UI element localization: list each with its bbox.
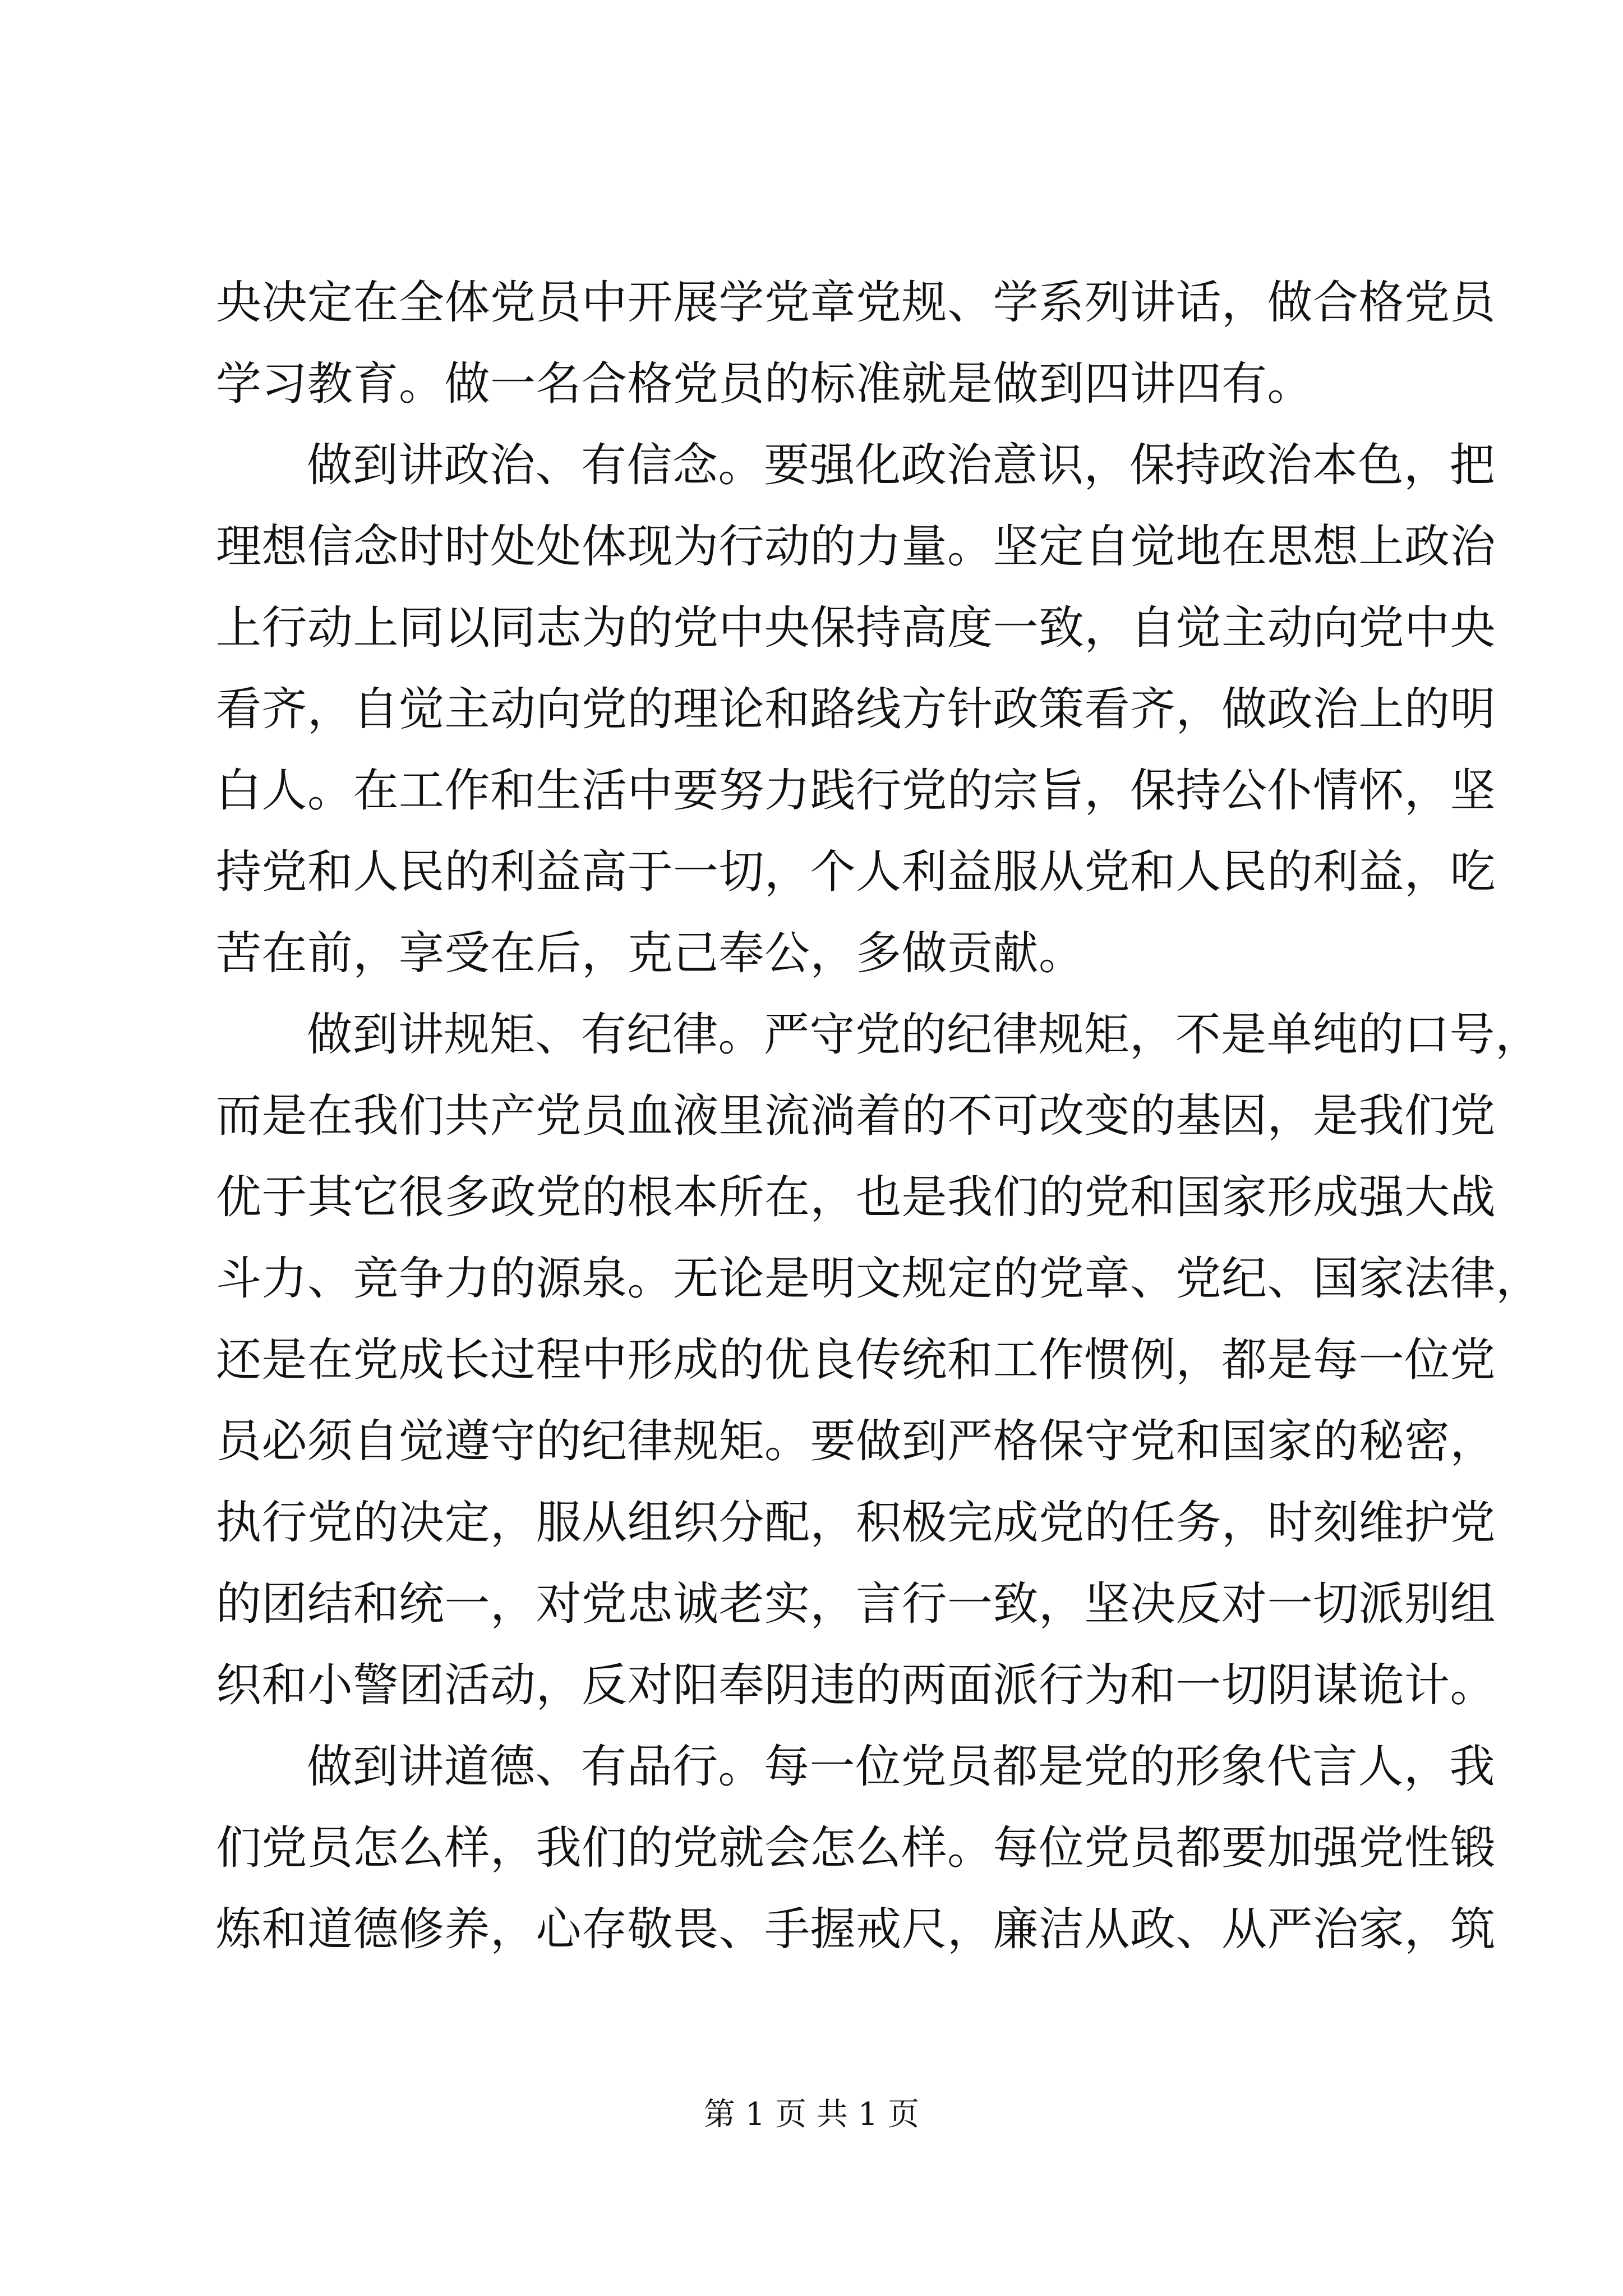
text-line: 看齐，自觉主动向党的理论和路线方针政策看齐，做政治上的明: [216, 683, 1496, 736]
text-line: 员必须自觉遵守的纪律规矩。要做到严格保守党和国家的秘密，: [216, 1415, 1496, 1468]
text-line: 做到讲道德、有品行。每一位党员都是党的形象代言人，我: [307, 1741, 1496, 1793]
text-line: 织和小警团活动，反对阳奉阴违的两面派行为和一切阴谋诡计。: [216, 1659, 1496, 1712]
text-line: 优于其它很多政党的根本所在，也是我们的党和国家形成强大战: [216, 1171, 1496, 1224]
document-body: [216, 263, 1542, 1971]
text-line: 理想信念时时处处体现为行动的力量。坚定自觉地在思想上政治: [216, 521, 1496, 573]
text-line: 还是在党成长过程中形成的优良传统和工作惯例，都是每一位党: [216, 1334, 1496, 1387]
text-line: 执行党的决定，服从组织分配，积极完成党的任务，时刻维护党: [216, 1497, 1496, 1549]
text-line: 而是在我们共产党员血液里流淌着的不可改变的基因，是我们党: [216, 1090, 1496, 1143]
text-line: 的团结和统一，对党忠诚老实，言行一致，坚决反对一切派别组: [216, 1578, 1496, 1631]
text-line: 做到讲规矩、有纪律。严守党的纪律规矩，不是单纯的口号，: [307, 1009, 1541, 1061]
text-line: 央决定在全体党员中开展学党章党规、学系列讲话，做合格党员: [216, 277, 1496, 329]
text-line: 苦在前，享受在后，克己奉公，多做贡献。: [216, 927, 1085, 980]
text-line: 做到讲政治、有信念。要强化政治意识，保持政治本色，把: [307, 439, 1496, 492]
text-line: 学习教育。做一名合格党员的标准就是做到四讲四有。: [216, 358, 1313, 411]
text-line: 持党和人民的利益高于一切，个人利益服从党和人民的利益，吃: [216, 846, 1496, 899]
text-line: 炼和道德修养，心存敬畏、手握戒尺，廉洁从政、从严治家，筑: [216, 1903, 1496, 1956]
text-line: 上行动上同以同志为的党中央保持高度一致，自觉主动向党中央: [216, 602, 1496, 655]
text-line: 斗力、竞争力的源泉。无论是明文规定的党章、党纪、国家法律，: [216, 1253, 1542, 1305]
text-line: 们党员怎么样，我们的党就会怎么样。每位党员都要加强党性锻: [216, 1822, 1496, 1875]
text-line: 白人。在工作和生活中要努力践行党的宗旨，保持公仆情怀，坚: [216, 765, 1496, 817]
page-footer: 第 1 页 共 1 页: [703, 2096, 920, 2133]
